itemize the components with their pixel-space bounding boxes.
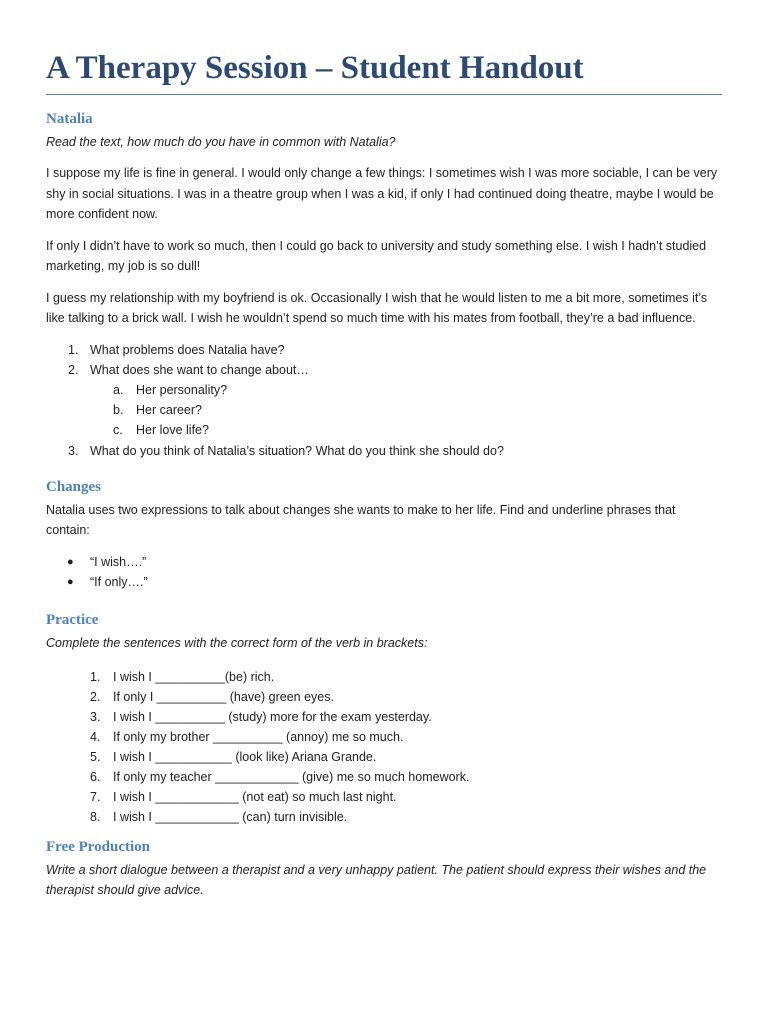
bullet-icon: ● [67,576,74,589]
practice-item [46,787,722,807]
question-number: 2. [68,362,79,377]
sub-question-letter: a. [113,382,124,397]
practice-sentence: I wish I __________(be) rich. [113,669,275,684]
question-number: 1. [68,342,79,357]
section-natalia [46,109,722,461]
practice-sentence: If only I __________ (have) green eyes. [113,689,334,704]
practice-item [46,747,722,767]
sub-question-text: Her career? [136,403,202,418]
section-changes [46,477,722,593]
section-practice [46,610,722,827]
sub-question-letter: c. [113,423,123,438]
practice-number: 8. [90,809,101,824]
expression-list [46,552,722,593]
practice-sentence: I wish I ____________ (can) turn invisible. [113,809,348,824]
natalia-paragraph: If only I didn’t have to work so much, then I could go back to university and study something else. I wish I hadn’t studied marketing, my job is so dull! [46,238,707,273]
practice-number: 4. [90,729,101,744]
practice-sentence: I wish I ___________ (look like) Ariana Grande. [113,749,377,764]
practice-number: 5. [90,749,101,764]
question-list [46,340,722,461]
natalia-instruction: Read the text, how much do you have in common with Natalia? [46,135,396,149]
practice-number: 1. [90,669,101,684]
question-text: What do you think of Natalia’s situation? What do you think she should do? [90,443,504,458]
practice-sentence: I wish I ____________ (not eat) so much last night. [113,789,397,804]
question-text: What does she want to change about… [90,362,309,377]
section-free-production [46,837,722,900]
heading-natalia: Natalia [46,111,93,127]
practice-item [46,727,722,747]
heading-changes: Changes [46,478,102,495]
sub-question-text: Her love life? [136,423,209,438]
natalia-paragraph: I suppose my life is fine in general. I would only change a few things: I sometimes wish I was more sociable, I can be very shy in social situations. I was in a theatre group when I was a kid, if only I had continued doing theatre, maybe I would be more confident now. [46,166,718,221]
practice-item [46,767,722,787]
heading-practice: Practice [46,611,99,628]
sub-question-item [46,400,722,420]
changes-text: Natalia uses two expressions to talk about changes she wants to make to her life. Find and underline phrases that contain: [46,502,676,538]
question-text: What problems does Natalia have? [90,342,285,357]
expression-item [46,552,722,573]
practice-sentence: If only my teacher ____________ (give) me so much homework. [113,769,470,784]
practice-item [46,667,722,687]
expression-text: “If only….” [90,575,148,590]
question-item [46,340,722,360]
sub-question-letter: b. [113,403,124,418]
question-item [46,360,722,441]
practice-number: 3. [90,709,101,724]
practice-number: 2. [90,689,101,704]
document-title: A Therapy Session – Student Handout [46,50,584,86]
sub-question-list [90,380,722,441]
question-number: 3. [68,443,79,458]
practice-instruction: Complete the sentences with the correct form of the verb in brackets: [46,635,428,650]
practice-sentence: I wish I __________ (study) more for the exam yesterday. [113,709,432,724]
sub-question-item [46,420,722,440]
free-production-instruction: Write a short dialogue between a therapist and a very unhappy patient. The patient should express their wishes and the therapist should give advice. [46,862,707,897]
bullet-icon: ● [67,555,74,568]
practice-item [46,707,722,727]
question-item [46,441,722,461]
expression-text: “I wish….” [90,554,147,569]
practice-number: 6. [90,769,101,784]
practice-sentence: If only my brother __________ (annoy) me so much. [113,729,404,744]
sub-question-text: Her personality? [136,382,228,397]
title-underline [46,94,722,95]
natalia-paragraph: I guess my relationship with my boyfriend is ok. Occasionally I wish that he would listen to me a bit more, sometimes it’s like talking to a brick wall. I wish he wouldn’t spend so much time with his mates from football, they’re a bad influence. [46,290,708,325]
heading-free-production: Free Production [46,838,151,855]
expression-item [46,572,722,593]
sub-question-item [46,380,722,400]
practice-number: 7. [90,789,101,804]
practice-list [46,667,722,827]
practice-item [46,807,722,827]
practice-item [46,687,722,707]
